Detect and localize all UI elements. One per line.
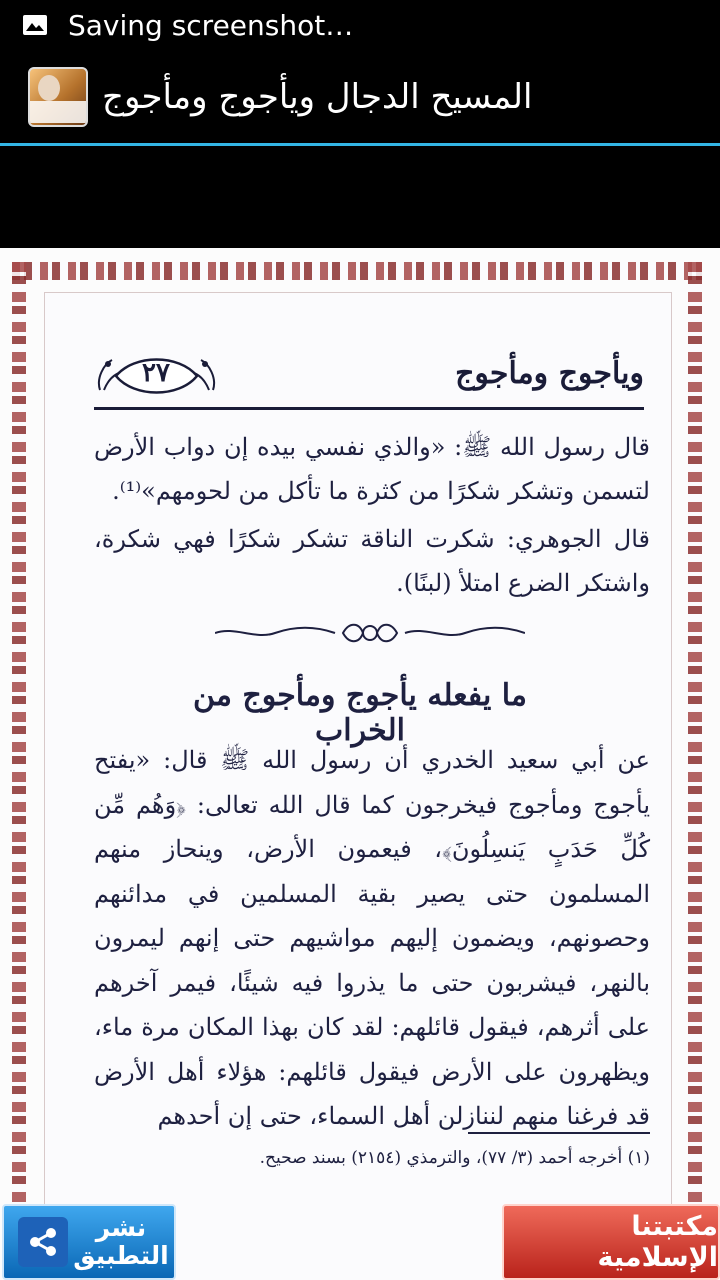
footnote-rule <box>468 1132 650 1134</box>
share-app-label: نشر التطبيق <box>73 1213 169 1270</box>
paragraph-hadith-1: قال رسول الله ﷺ: «والذي نفسي بيده إن دواب الأرض لتسمن وتشكر شكرًا من كثرة ما تأكل من لحومهم»⁽¹⁾. <box>94 433 650 505</box>
section-heading: ما يفعله يأجوج ومأجوج من الخراب <box>193 678 527 748</box>
footnote: (١) أخرجه أحمد (٣/ ٧٧)، والترمذي (٢١٥٤) بسند صحيح. <box>259 1148 650 1168</box>
share-app-button[interactable] <box>2 1204 176 1280</box>
decorative-border-left <box>12 262 26 1280</box>
running-header <box>94 350 644 410</box>
paragraph-hadith-2: عن أبي سعيد الخدري أن رسول الله ﷺ قال: «يفتح يأجوج ومأجوج فيخرجون كما قال الله تعالى: ﴿وَهُم مِّن كُلِّ حَدَبٍ يَنسِلُونَ﴾، فيعمون الأرض، وينحاز منهم المسلمون حتى يصير بقية المسلمين في مدائنهم وحصونهم، ويضمون إليهم مواشيهم حتى إنهم ليمرون بالنهر، فيشربون حتى ما يذروا فيه شيئًا، فيمر آخرهم على أثرهم، فيقول قائلهم: لقد كان بهذا المكان مرة ماء، ويظهرون على الأرض فيقول قائلهم: هؤلاء أهل الأرض قد فرغنا منهم لننازلن أهل السماء، حتى إن أحدهم <box>94 746 650 1130</box>
page-number: ٢٧ <box>142 358 170 388</box>
page-number-badge <box>94 350 219 402</box>
share-icon <box>18 1217 68 1267</box>
header-rule <box>94 407 644 410</box>
decorative-border-top <box>12 262 702 280</box>
toolbar-spacer <box>0 146 720 248</box>
paragraph-jawhari: قال الجوهري: شكرت الناقة تشكر شكرًا فهي شكرة، واشتكر الضرع امتلأ (لبنًا). <box>94 525 650 597</box>
our-library-label: مكتبتنا الإسلامية <box>597 1211 718 1273</box>
app-bar <box>0 50 720 144</box>
our-library-button[interactable] <box>502 1204 720 1280</box>
running-title: ويأجوج ومأجوج <box>455 356 644 391</box>
section-ornament <box>215 620 525 646</box>
status-text: Saving screenshot… <box>68 8 354 42</box>
image-icon <box>20 10 50 40</box>
app-title: المسيح الدجال ويأجوج ومأجوج <box>102 77 533 117</box>
decorative-border-right <box>688 262 702 1280</box>
status-bar <box>0 0 720 50</box>
app-logo[interactable] <box>28 67 88 127</box>
